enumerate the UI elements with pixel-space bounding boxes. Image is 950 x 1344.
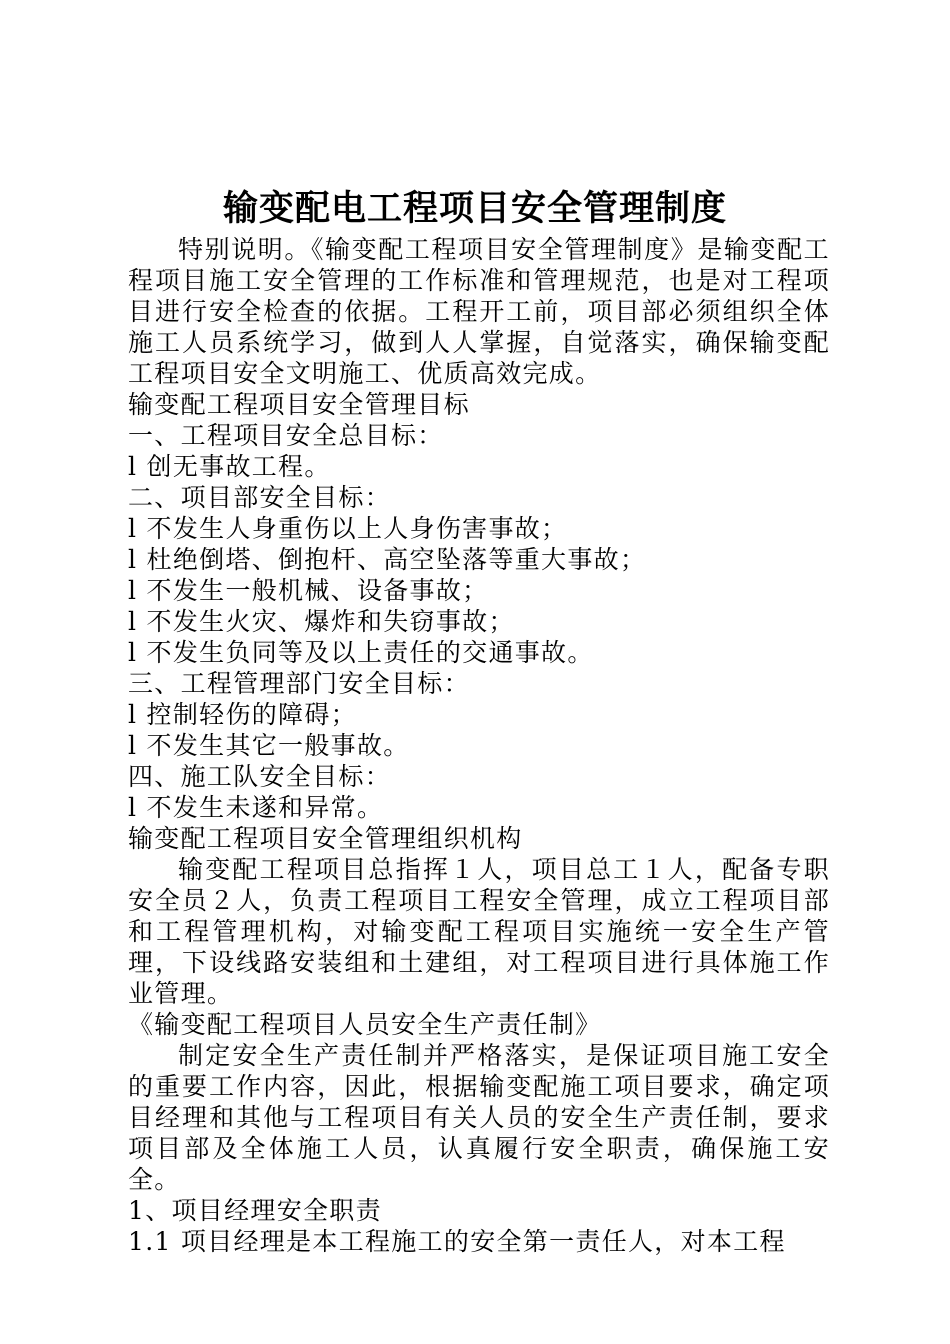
goal3-heading: 三、工程管理部门安全目标： [128, 669, 470, 698]
document-body [128, 234, 830, 1257]
goal3-item: l 不发生其它一般事故。 [128, 731, 410, 760]
intro-paragraph: 特别说明。《输变配工程项目安全管理制度》是输变配工程项目施工安全管理的工作标准和管理规范，也是对工程项目进行安全检查的依据。工程开工前，项目部必须组织全体施工人员系统学习，做到人人掌握，自觉落实，确保输变配工程项目安全文明施工、优质高效完成。 [128, 235, 830, 388]
project-manager-item: 1.1 项目经理是本工程施工的安全第一责任人，对本工程 [128, 1227, 786, 1256]
goal3-item: l 控制轻伤的障碍； [128, 700, 357, 729]
goal2-item: l 不发生火灾、爆炸和失窃事故； [128, 607, 515, 636]
org-heading: 输变配工程项目安全管理组织机构 [128, 824, 523, 853]
goal4-item: l 不发生未遂和异常。 [128, 793, 384, 822]
goal1-heading: 一、工程项目安全总目标： [128, 421, 444, 450]
responsibility-heading: 《输变配工程项目人员安全生产责任制》 [128, 1010, 602, 1039]
goal1-item: l 创无事故工程。 [128, 452, 331, 481]
goal2-item: l 不发生负同等及以上责任的交通事故。 [128, 638, 594, 667]
org-paragraph: 输变配工程项目总指挥１人，项目总工１人，配备专职安全员２人，负责工程项目工程安全管理，成立工程项目部和工程管理机构，对输变配工程项目实施统一安全生产管理，下设线路安装组和土建组，对工程项目进行具体施工作业管理。 [128, 855, 830, 1008]
goal2-item: l 不发生一般机械、设备事故； [128, 576, 489, 605]
goal2-item: l 不发生人身重伤以上人身伤害事故； [128, 514, 568, 543]
goals-heading: 输变配工程项目安全管理目标 [128, 390, 470, 419]
document-title: 输变配电工程项目安全管理制度 [222, 188, 727, 229]
goal2-heading: 二、项目部安全目标： [128, 483, 392, 512]
goal4-heading: 四、施工队安全目标： [128, 762, 392, 791]
project-manager-heading: 1、项目经理安全职责 [128, 1196, 382, 1225]
goal2-item: l 杜绝倒塔、倒抱杆、高空坠落等重大事故； [128, 545, 647, 574]
responsibility-paragraph: 制定安全生产责任制并严格落实，是保证项目施工安全的重要工作内容，因此，根据输变配施工项目要求，确定项目经理和其他与工程项目有关人员的安全生产责任制，要求项目部及全体施工人员，认真履行安全职责，确保施工安全。 [128, 1041, 830, 1194]
